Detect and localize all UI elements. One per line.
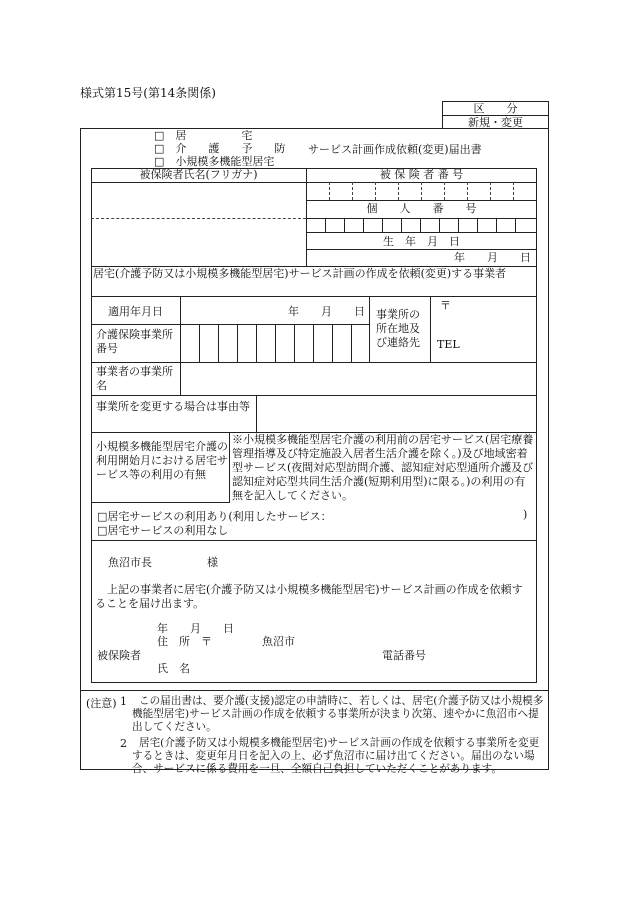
insured-kana-field[interactable] <box>92 183 306 218</box>
insured-name-field[interactable] <box>92 219 306 266</box>
declaration-date[interactable]: 年 月 日 <box>157 622 234 635</box>
operator-name-field[interactable] <box>181 363 536 395</box>
apply-date-label: 適用年月日 <box>108 305 163 318</box>
title-option-home[interactable]: □ 居 宅 <box>154 129 253 142</box>
title-option-small-scale[interactable]: □ 小規模多機能型居宅 <box>154 155 275 168</box>
title-option-prevention[interactable]: □ 介 護 予 防 <box>154 142 286 155</box>
classification-box <box>442 101 549 129</box>
office-number-label: 介護保険事業所番号 <box>96 328 173 355</box>
signer-name-label: 氏 名 <box>157 662 190 675</box>
office-location-label: 事業所の所在地及び連絡先 <box>376 308 420 349</box>
form-number: 様式第15号(第14条関係) <box>80 86 216 100</box>
service-use-no-option[interactable]: □居宅サービスの利用なし <box>97 524 229 537</box>
insured-number-label: 被 保 険 者 番 号 <box>379 168 464 181</box>
change-reason-field[interactable] <box>257 396 536 432</box>
tel-label: TEL <box>437 338 460 351</box>
birth-date-label: 生 年 月 日 <box>383 235 460 248</box>
classification-header: 区 分 <box>473 102 518 115</box>
declaration-text: 上記の事業者に居宅(介護予防又は小規模多機能型居宅)サービス計画の作成を依頼することを届け出ます。 <box>95 583 523 610</box>
addressee: 魚沼市長 様 <box>108 556 218 569</box>
personal-number-label: 個 人 番 号 <box>366 202 477 215</box>
postal-mark: 〒 <box>440 299 451 312</box>
planner-heading: 居宅(介護予防又は小規模多機能型居宅)サービス計画の作成を依頼(変更)する事業者 <box>93 267 507 280</box>
insured-name-label: 被保険者氏名(フリガナ) <box>139 168 258 181</box>
personal-number-field[interactable] <box>307 219 536 232</box>
insured-signature-label: 被保険者 <box>97 649 141 662</box>
form-title: サービス計画作成依頼(変更)届出書 <box>308 143 482 156</box>
operator-name-label: 事業者の事業所名 <box>96 365 173 392</box>
notes-prefix: (注意) <box>86 697 117 710</box>
service-use-yes-close: ) <box>523 508 528 521</box>
note-2-text: 居宅(介護予防又は小規模多機能型居宅)サービス計画の作成を依頼する事業所を変更するときは、変更年月日を記入の上、必ず魚沼市に届け出てください。届出のない場合、サービスに係る費用を一旦、全額自己負担していただくことがあります。 <box>132 737 540 775</box>
office-number-field[interactable] <box>181 325 368 362</box>
apply-date-field[interactable]: 年 月 日 <box>288 305 365 318</box>
phone-label: 電話番号 <box>382 649 426 662</box>
birth-date-field[interactable]: 年 月 日 <box>454 251 531 264</box>
note-2-number: 2 <box>120 737 127 750</box>
address-label: 住 所 〒 <box>157 635 212 648</box>
note-1-number: 1 <box>120 695 127 708</box>
insured-number-field[interactable] <box>307 183 536 200</box>
note-1-text: この届出書は、要介護(支援)認定の申請時に、若しくは、居宅(介護予防又は小規模多機能型居宅)サービス計画の作成を依頼する事業所が決まり次第、速やかに魚沼市へ提出してください。 <box>132 695 544 733</box>
address-city[interactable]: 魚沼市 <box>262 635 295 648</box>
small-scale-note: ※小規模多機能型居宅介護の利用前の居宅サービス(居宅療養管理指導及び特定施設入居者生活介護を除く。)及び地域密着型サービス(夜間対応型訪問介護、認知症対応型通所介護及び認知症対応型共同生活介護(短期利用型)に限る。)の利用の有無を記入してください。 <box>232 433 534 502</box>
change-reason-label: 事業所を変更する場合は事由等 <box>96 400 250 413</box>
classification-value[interactable]: 新規・変更 <box>468 116 523 129</box>
small-scale-label: 小規模多機能型居宅介護の利用開始月における居宅サービス等の利用の有無 <box>96 440 228 481</box>
office-location-field[interactable] <box>431 297 536 361</box>
service-use-yes-option[interactable]: □居宅サービスの利用あり(利用したサービス： <box>97 510 332 523</box>
